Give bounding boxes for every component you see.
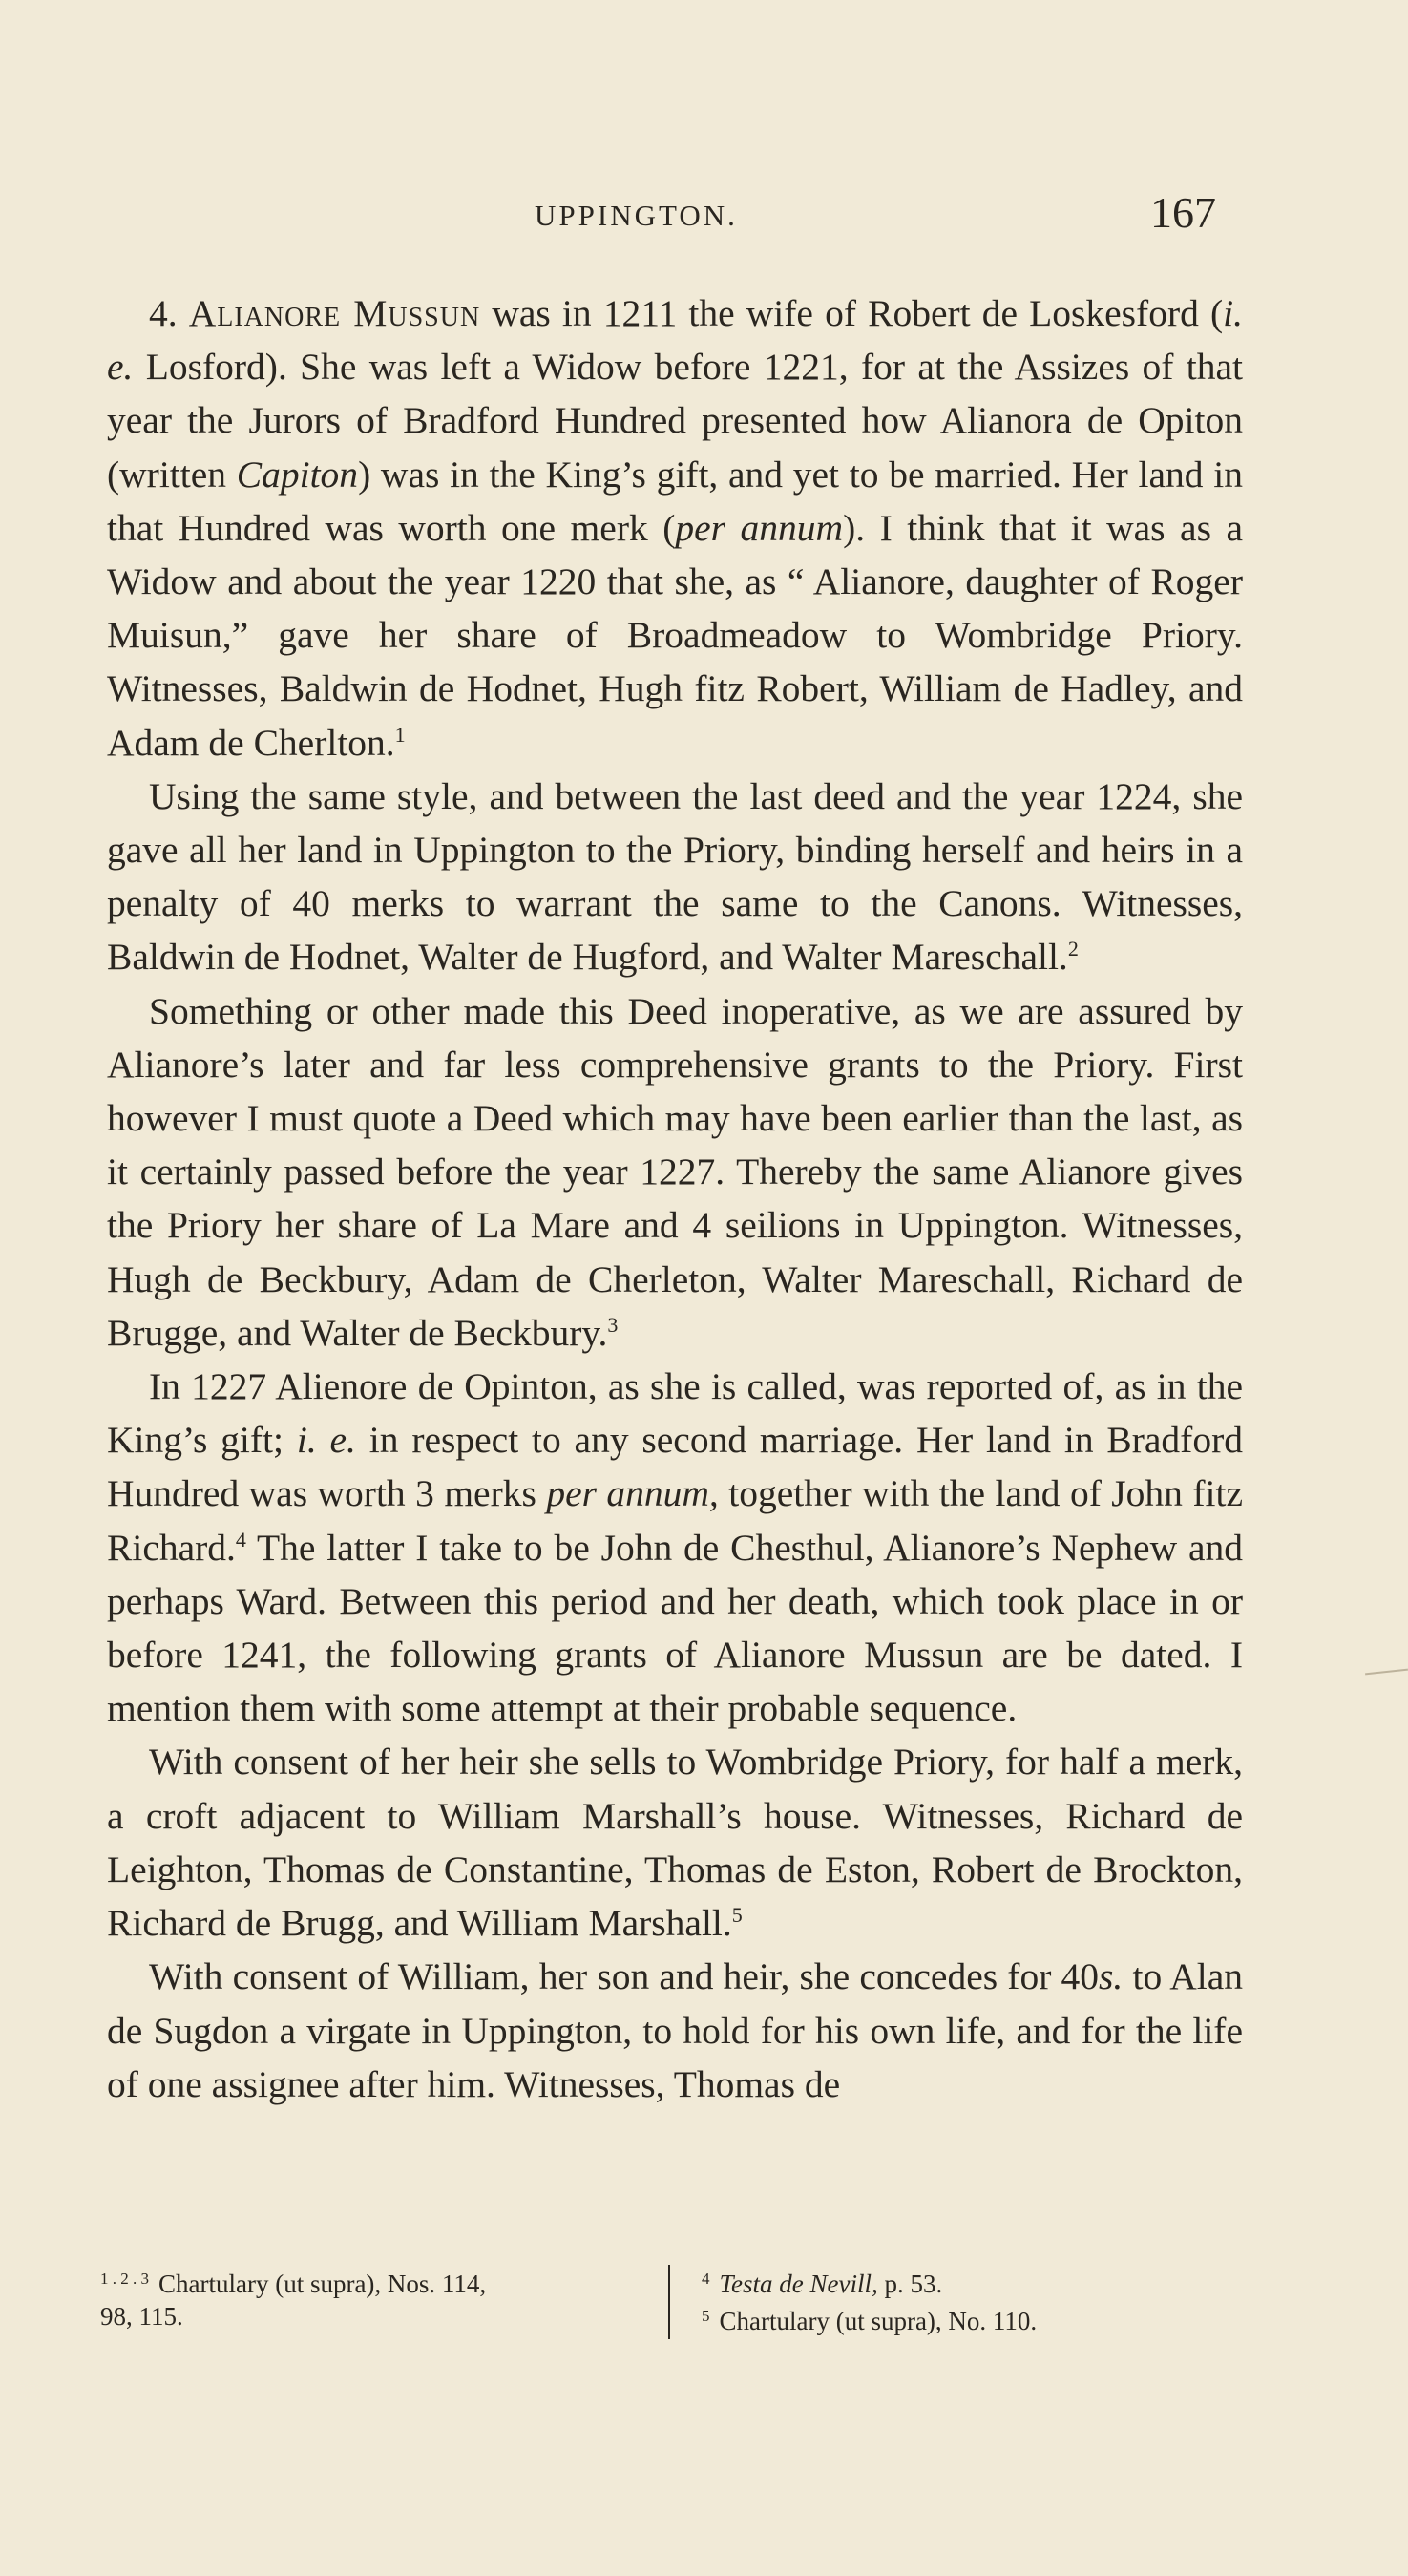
page-header (0, 187, 1408, 244)
running-title: UPPINGTON. (535, 199, 738, 232)
footnote-text-continued: 98, 115. (100, 2302, 183, 2331)
page-number: 167 (1150, 188, 1216, 237)
footnote-text: Chartulary (ut supra), No. 110. (719, 2307, 1038, 2335)
text-run: With consent of William, her son and heir, she concedes for 40 (149, 1955, 1100, 1998)
footnote-number: 5 (702, 2307, 710, 2325)
footnote-number: 1 . 2 . 3 (100, 2270, 149, 2288)
text-run: in respect to any second marriage. Her land in Bradford Hundred was worth 3 merks (107, 1419, 1243, 1515)
text-run: The latter I take to be John de Chesthul, Alianore’s Nephew and perhaps Ward. Between this period and her death, which took place in or before 1241, the following grants of Alianore Mussun are be dated. I mention them with some attempt at their probable sequence. (107, 1526, 1243, 1730)
small-caps-name: Alianore Mussun (188, 292, 481, 334)
footnote-divider (668, 2265, 670, 2339)
footnote-text: p. 53. (877, 2270, 943, 2298)
paragraph (107, 1360, 1243, 1735)
italic-text: i. e. (107, 292, 1243, 389)
page-edge-mark (1365, 1669, 1408, 1676)
italic-text: per annum (675, 506, 844, 549)
text-run: Something or other made this Deed inoperative, as we are assured by Alianore’s later and far less comprehensive grants to the Priory. First however I must quote a Deed which may have been earlier than the last, as it certainly passed before the year 1227. Thereby the same Alianore gives the Priory her share of La Mare and 4 seilions in Uppington. Witnesses, Hugh de Beckbury, Adam de Cherleton, Walter Mareschall, Richard de Brugge, and Walter de Beckbury. (107, 989, 1243, 1354)
italic-text: per annum, (546, 1472, 719, 1515)
text-run: In 1227 Alienore de Opinton, as she is called, was reported of, as in the King’s gift; (107, 1365, 1243, 1462)
footnote-reference: 4 (235, 1527, 246, 1552)
paragraph (107, 1950, 1243, 2111)
footnote-right (702, 2263, 1255, 2337)
body-text (107, 286, 1243, 2111)
text-run: With consent of her heir she sells to Wombridge Priory, for half a merk, a croft adjacent to William Marshall’s house. Witnesses, Richard de Leighton, Thomas de Constantine, Thomas de Eston, Robert de Brockton, Richard de Brugg, and William Marshall. (107, 1741, 1243, 1945)
text-run: 4. (149, 292, 189, 334)
paragraph (107, 984, 1243, 1360)
paragraph (107, 1735, 1243, 1950)
footnote-text: Chartulary (ut supra), Nos. 114, (158, 2270, 487, 2298)
footnote-5 (702, 2300, 1255, 2337)
italic-text: Capiton (236, 453, 359, 496)
footnote-number: 4 (702, 2270, 710, 2288)
footnote-reference: 1 (394, 722, 406, 747)
text-run: Using the same style, and between the last deed and the year 1224, she gave all her land in Uppington to the Priory, binding herself and heirs in a penalty of 40 merks to warrant the same to the Canons. Witnesses, Baldwin de Hodnet, Walter de Hugford, and Walter Mareschall. (107, 774, 1243, 979)
text-run: ) was in the King’s gift, and yet to be married. Her land in that Hundred was worth one merk ( (107, 453, 1243, 549)
footnote-left (100, 2263, 644, 2333)
footnote-reference: 2 (1067, 937, 1079, 961)
footnote-reference: 3 (607, 1312, 619, 1337)
text-run: to Alan de Sugdon a virgate in Uppington, to hold for his own life, and for the life of one assignee after him. Witnesses, Thomas de (107, 1955, 1243, 2105)
paragraph (107, 286, 1243, 770)
text-run: Losford). She was left a Widow before 1221, for at the Assizes of that year the Jurors of Bradford Hundred presented how Alianora de Opiton (written (107, 346, 1243, 496)
text-run: was in 1211 the wife of Robert de Loskesford ( (480, 292, 1224, 334)
footnotes (91, 2263, 1255, 2349)
footnote-title: Testa de Nevill, (719, 2270, 878, 2298)
footnote-reference: 5 (731, 1903, 743, 1928)
italic-text: i. e. (296, 1419, 356, 1462)
footnote-4 (702, 2263, 1255, 2300)
text-run: ). I think that it was as a Widow and about the year 1220 that she, as “ Alianore, daughter of Roger Muisun,” gave her share of Broadmeadow to Wombridge Priory. Witnesses, Baldwin de Hodnet, Hugh fitz Robert, William de Hadley, and Adam de Cherlton. (107, 506, 1243, 764)
italic-text: s. (1099, 1955, 1124, 1998)
text-run: together with the land of John fitz Richard. (107, 1472, 1243, 1569)
paragraph (107, 770, 1243, 984)
